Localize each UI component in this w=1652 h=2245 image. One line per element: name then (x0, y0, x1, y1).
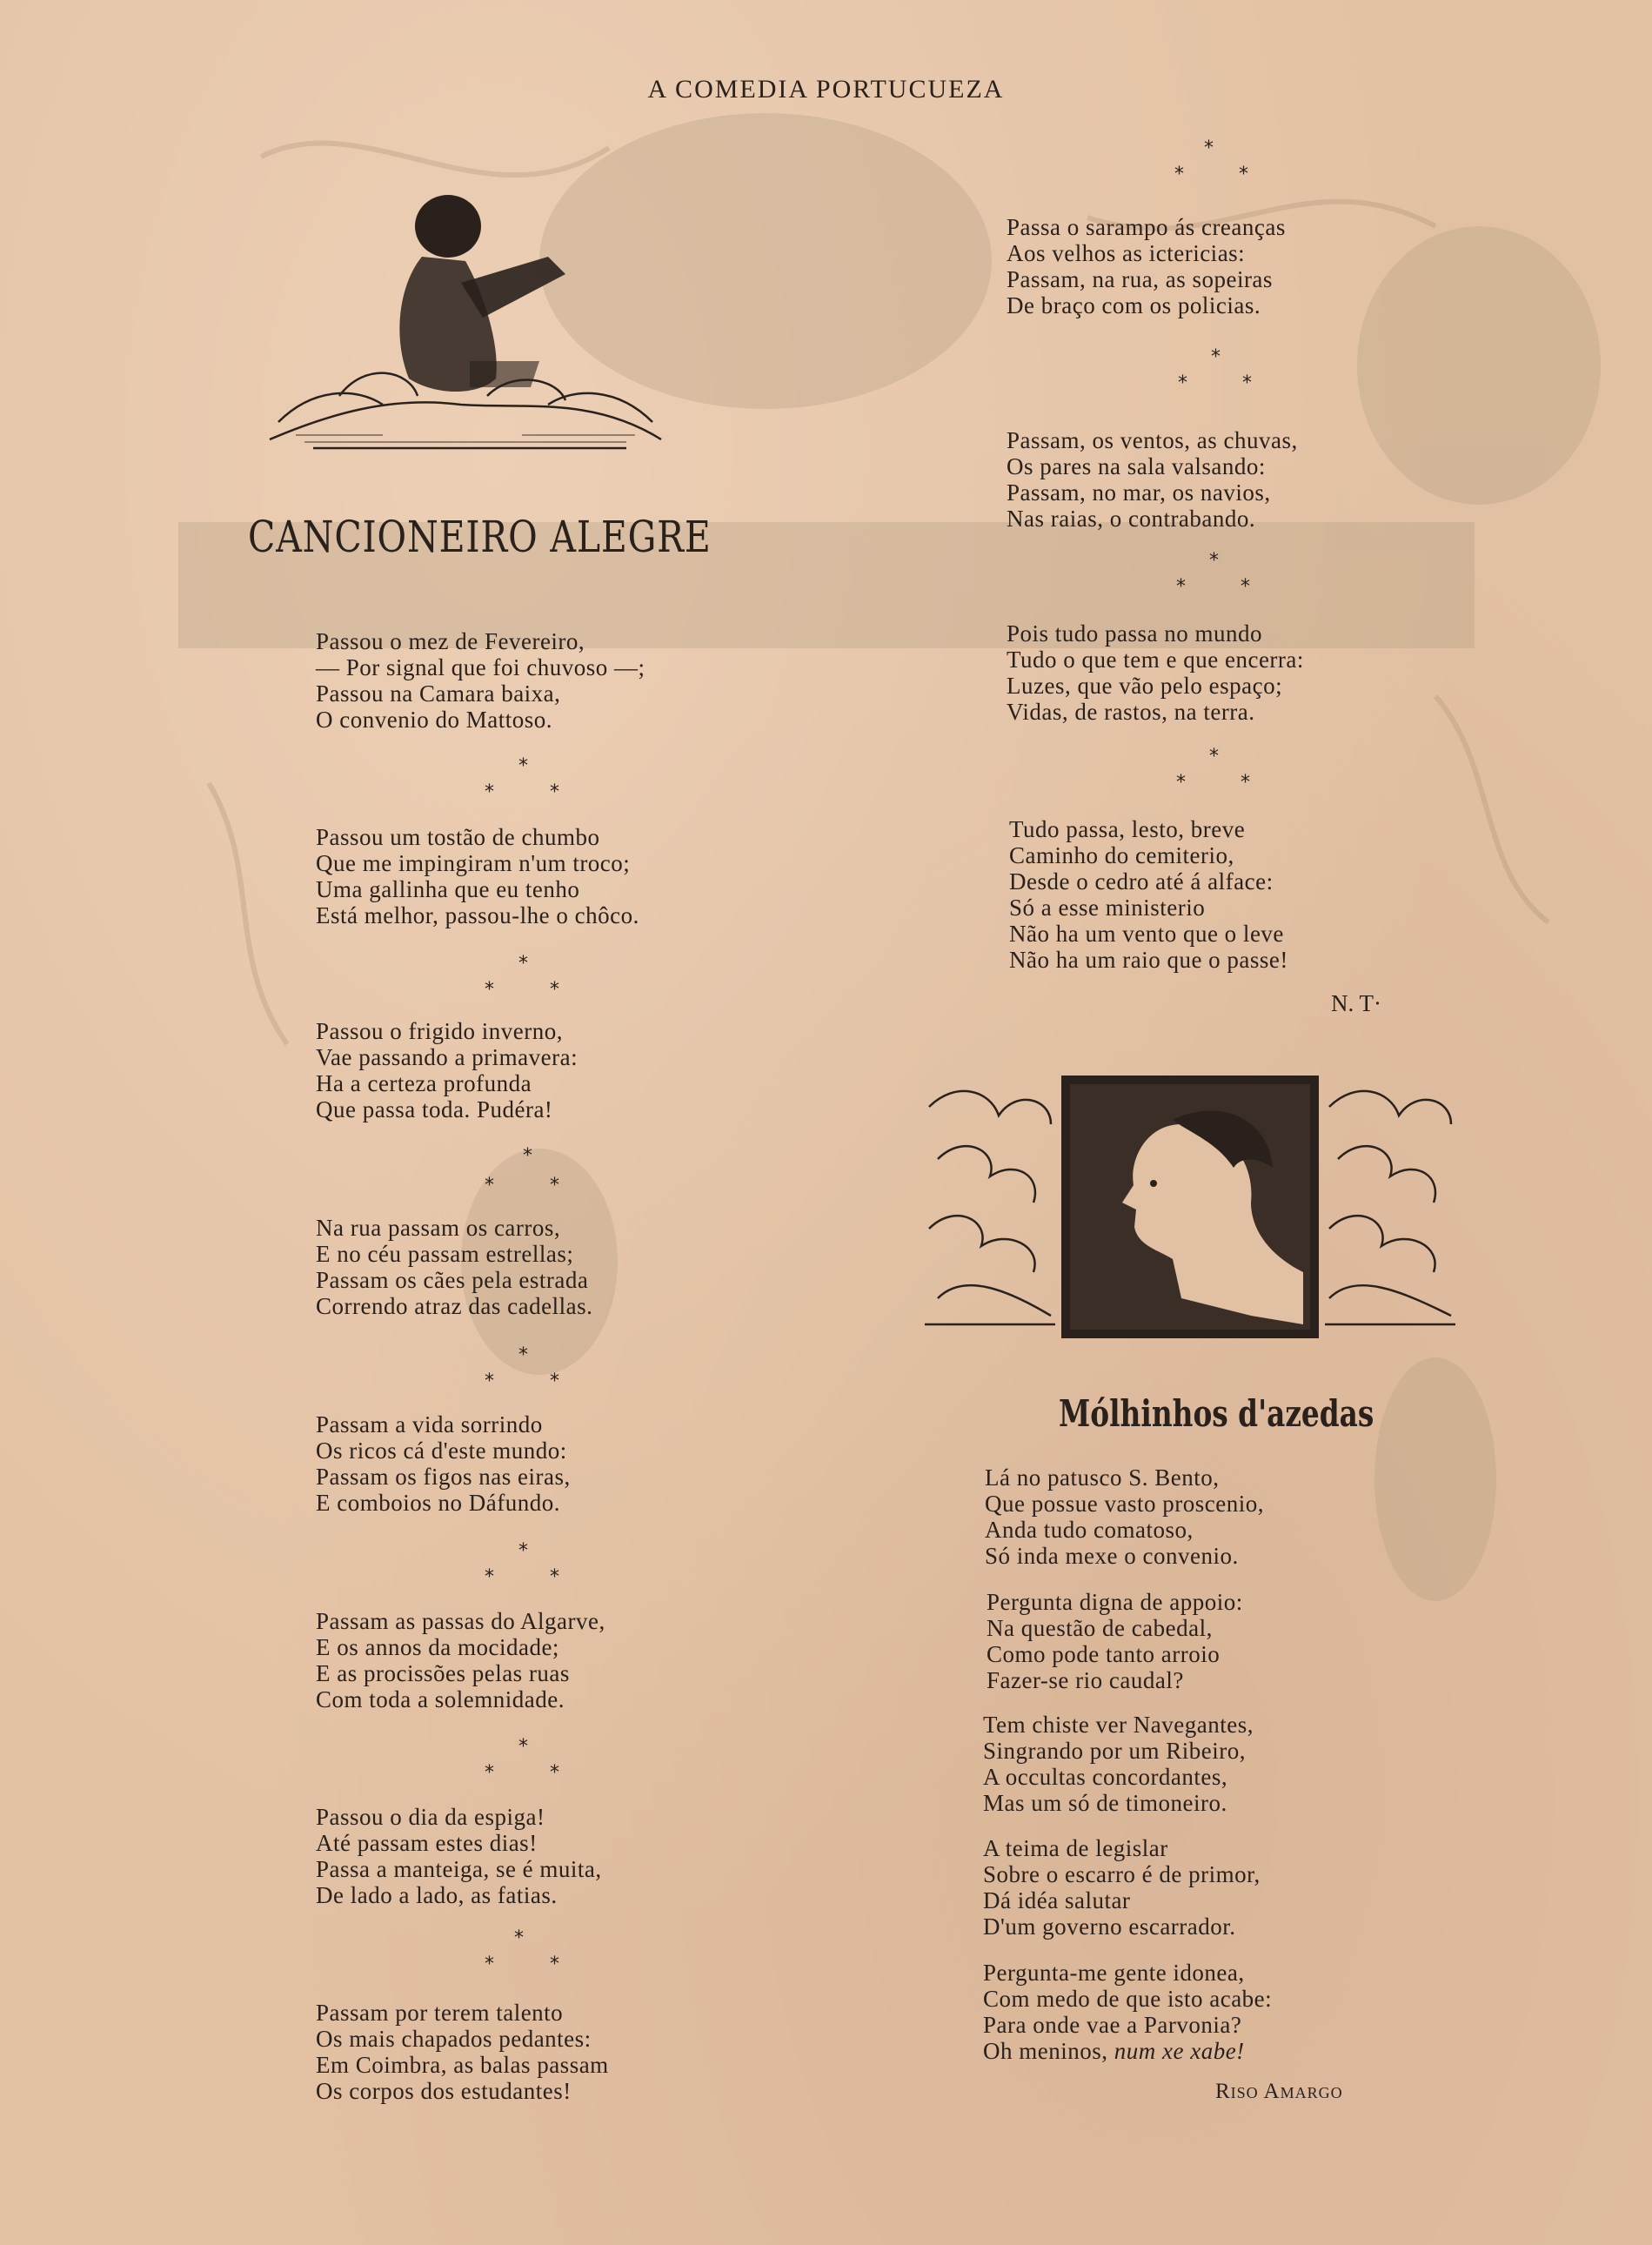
verse-line: Os mais chapados pedantes: (316, 2026, 592, 2052)
right-bottom-stanza-5 (983, 1960, 1272, 2064)
verse-line: Passam, os ventos, as chuvas, (1007, 427, 1298, 453)
right-stanza-3 (1007, 620, 1304, 725)
verse-line: Passou o dia da espiga! (316, 1804, 545, 1830)
verse-line: Que passa toda. Pudéra! (316, 1096, 553, 1122)
verse-line: Ha a certeza profunda (316, 1070, 532, 1096)
verse-line: Tudo o que tem e que encerra: (1007, 647, 1304, 673)
verse-line: Na questão de cabedal, (987, 1615, 1213, 1641)
asterism-separator: * (1204, 137, 1214, 159)
verse-line: Uma gallinha que eu tenho (316, 876, 580, 902)
right-bottom-stanza-3 (983, 1712, 1254, 1816)
right-bottom-stanza-2 (987, 1589, 1243, 1693)
verse-line: Passam, na rua, as sopeiras (1007, 266, 1273, 292)
asterism-separator: * (1211, 346, 1221, 368)
verse-line: Está melhor, passou-lhe o chôco. (316, 902, 639, 928)
verse-line: Mas um só de timoneiro. (983, 1790, 1227, 1816)
verse-line: Só a esse ministerio (1009, 895, 1206, 921)
asterism-separator: * (550, 1370, 559, 1392)
left-stanza-6 (316, 1608, 605, 1712)
verse-line: Não ha um vento que o leve (1009, 921, 1284, 947)
left-stanza-5 (316, 1411, 571, 1516)
verse-line: Passam, no mar, os navios, (1007, 479, 1271, 506)
verse-line: Passou o frigido inverno, (316, 1018, 563, 1044)
verse-line: Correndo atraz das cadellas. (316, 1293, 593, 1319)
asterism-separator: * (518, 1540, 528, 1562)
verse-line: Passam a vida sorrindo (316, 1411, 543, 1437)
asterism-separator: * (1178, 372, 1187, 394)
asterism-separator: * (485, 1762, 494, 1784)
verse-line: Fazer-se rio caudal? (987, 1667, 1184, 1693)
left-stanza-7 (316, 1804, 602, 1908)
verse-line: Lá no patusco S. Bento, (985, 1464, 1220, 1491)
verse-line: Os corpos dos estudantes! (316, 2078, 572, 2104)
asterism-separator: * (1174, 164, 1184, 185)
woman-portrait-vignette-image (920, 1072, 1460, 1342)
verse-line: Passou na Camara baixa, (316, 680, 561, 707)
verse-line: Passam por terem talento (316, 2000, 564, 2026)
verse-line (983, 2038, 1272, 2064)
verse-line: E os annos da mocidade; (316, 1634, 559, 1660)
asterism-separator: * (518, 1344, 528, 1366)
newspaper-header: A COMEDIA PORTUCUEZA (647, 75, 1005, 104)
left-stanza-2 (316, 824, 639, 928)
asterism-separator: * (485, 1566, 494, 1588)
verse-line: Tem chiste ver Navegantes, (983, 1712, 1254, 1738)
asterism-separator: * (550, 979, 559, 1001)
verse-line: Para onde vae a Parvonia? (983, 2012, 1242, 2038)
left-stanza-8 (316, 2000, 609, 2104)
verse-line: O convenio do Mattoso. (316, 707, 552, 733)
verse-line: Dá idéa salutar (983, 1887, 1131, 1913)
verse-line: Passam os cães pela estrada (316, 1267, 589, 1293)
right-stanza-1 (1007, 214, 1286, 318)
right-stanza-2 (1007, 427, 1298, 532)
verse-line-prefix: Oh meninos, (983, 2038, 1114, 2064)
verse-line: A occultas concordantes, (983, 1764, 1228, 1790)
verse-line: Pergunta digna de appoio: (987, 1589, 1243, 1615)
left-stanza-1 (316, 628, 645, 733)
asterism-separator: * (485, 979, 494, 1001)
verse-line: Tudo passa, lesto, breve (1009, 816, 1246, 842)
signature-nt: N. T· (1331, 990, 1381, 1016)
verse-line: De braço com os policias. (1007, 292, 1261, 318)
asterism-separator: * (1242, 372, 1252, 394)
verse-line: Luzes, que vão pelo espaço; (1007, 673, 1283, 699)
verse-line: Anda tudo comatoso, (985, 1517, 1194, 1543)
verse-line: Os pares na sala valsando: (1007, 453, 1266, 479)
asterism-separator: * (550, 1175, 559, 1196)
verse-line: Vidas, de rastos, na terra. (1007, 699, 1255, 725)
verse-line: Como pode tanto arroio (987, 1641, 1221, 1667)
asterism-separator: * (485, 1175, 494, 1196)
left-stanza-4 (316, 1215, 592, 1319)
verse-line: Singrando por um Ribeiro, (983, 1738, 1246, 1764)
right-bottom-stanza-4 (983, 1835, 1261, 1940)
asterism-separator: * (550, 1762, 559, 1784)
signature-riso-amargo: Riso Amargo (1215, 2080, 1343, 2103)
left-stanza-3 (316, 1018, 578, 1122)
verse-line: Vae passando a primavera: (316, 1044, 579, 1070)
right-stanza-4 (1009, 816, 1288, 973)
verse-line: Em Coimbra, as balas passam (316, 2052, 609, 2078)
verse-line: Os ricos cá d'este mundo: (316, 1437, 567, 1464)
verse-line: Passou um tostão de chumbo (316, 824, 600, 850)
asterism-separator: * (550, 1566, 559, 1588)
verse-line: Não ha um raio que o passe! (1009, 947, 1288, 973)
verse-line: Aos velhos as ictericias: (1007, 240, 1246, 266)
verse-line: E comboios no Dáfundo. (316, 1490, 560, 1516)
verse-line: Sobre o escarro é de primor, (983, 1861, 1261, 1887)
cherub-engraving-image (261, 187, 670, 457)
verse-line: Passam as passas do Algarve, (316, 1608, 605, 1634)
asterism-separator: * (518, 953, 528, 975)
verse-line: Caminho do cemiterio, (1009, 842, 1234, 868)
verse-line: Passou o mez de Fevereiro, (316, 628, 585, 654)
asterism-separator: * (523, 1145, 532, 1167)
asterism-separator: * (485, 1370, 494, 1392)
verse-line: Nas raias, o contrabando. (1007, 506, 1256, 532)
verse-line: Passam os figos nas eiras, (316, 1464, 571, 1490)
asterism-separator: * (1209, 550, 1219, 572)
verse-line: Pois tudo passa no mundo (1007, 620, 1263, 647)
verse-line: Só inda mexe o convenio. (985, 1543, 1239, 1569)
verse-line: De lado a lado, as fatias. (316, 1882, 558, 1908)
verse-line: Na rua passam os carros, (316, 1215, 561, 1241)
verse-line: A teima de legislar (983, 1835, 1168, 1861)
asterism-separator: * (514, 1927, 524, 1949)
asterism-separator: * (1176, 772, 1186, 794)
verse-line: Com toda a solemnidade. (316, 1686, 565, 1712)
verse-line: Com medo de que isto acabe: (983, 1986, 1273, 2012)
article-title-molhinhos-dazedas: Mólhinhos d'azedas (1059, 1392, 1374, 1435)
asterism-separator: * (550, 781, 559, 803)
verse-line: Passa a manteiga, se é muita, (316, 1856, 602, 1882)
verse-line: Desde o cedro até á alface: (1009, 868, 1274, 895)
right-bottom-stanza-1 (985, 1464, 1264, 1569)
asterism-separator: * (1209, 746, 1219, 767)
verse-line: Passa o sarampo ás creanças (1007, 214, 1286, 240)
asterism-separator: * (1176, 576, 1186, 598)
verse-line: Que possue vasto proscenio, (985, 1491, 1264, 1517)
verse-line-italic: num xe xabe! (1114, 2038, 1245, 2064)
verse-line: Pergunta-me gente idonea, (983, 1960, 1245, 1986)
verse-line: E no céu passam estrellas; (316, 1241, 574, 1267)
verse-line: D'um governo escarrador. (983, 1913, 1236, 1940)
asterism-separator: * (485, 1953, 494, 1975)
verse-line: — Por signal que foi chuvoso —; (316, 654, 645, 680)
asterism-separator: * (485, 781, 494, 803)
asterism-separator: * (1239, 164, 1248, 185)
verse-line: Que me impingiram n'um troco; (316, 850, 631, 876)
asterism-separator: * (518, 1736, 528, 1758)
verse-line: Até passam estes dias! (316, 1830, 538, 1856)
asterism-separator: * (1241, 576, 1250, 598)
asterism-separator: * (518, 755, 528, 777)
asterism-separator: * (550, 1953, 559, 1975)
article-title-cancioneiro-alegre: CANCIONEIRO ALEGRE (248, 512, 712, 562)
asterism-separator: * (1241, 772, 1250, 794)
verse-line: E as procissões pelas ruas (316, 1660, 570, 1686)
